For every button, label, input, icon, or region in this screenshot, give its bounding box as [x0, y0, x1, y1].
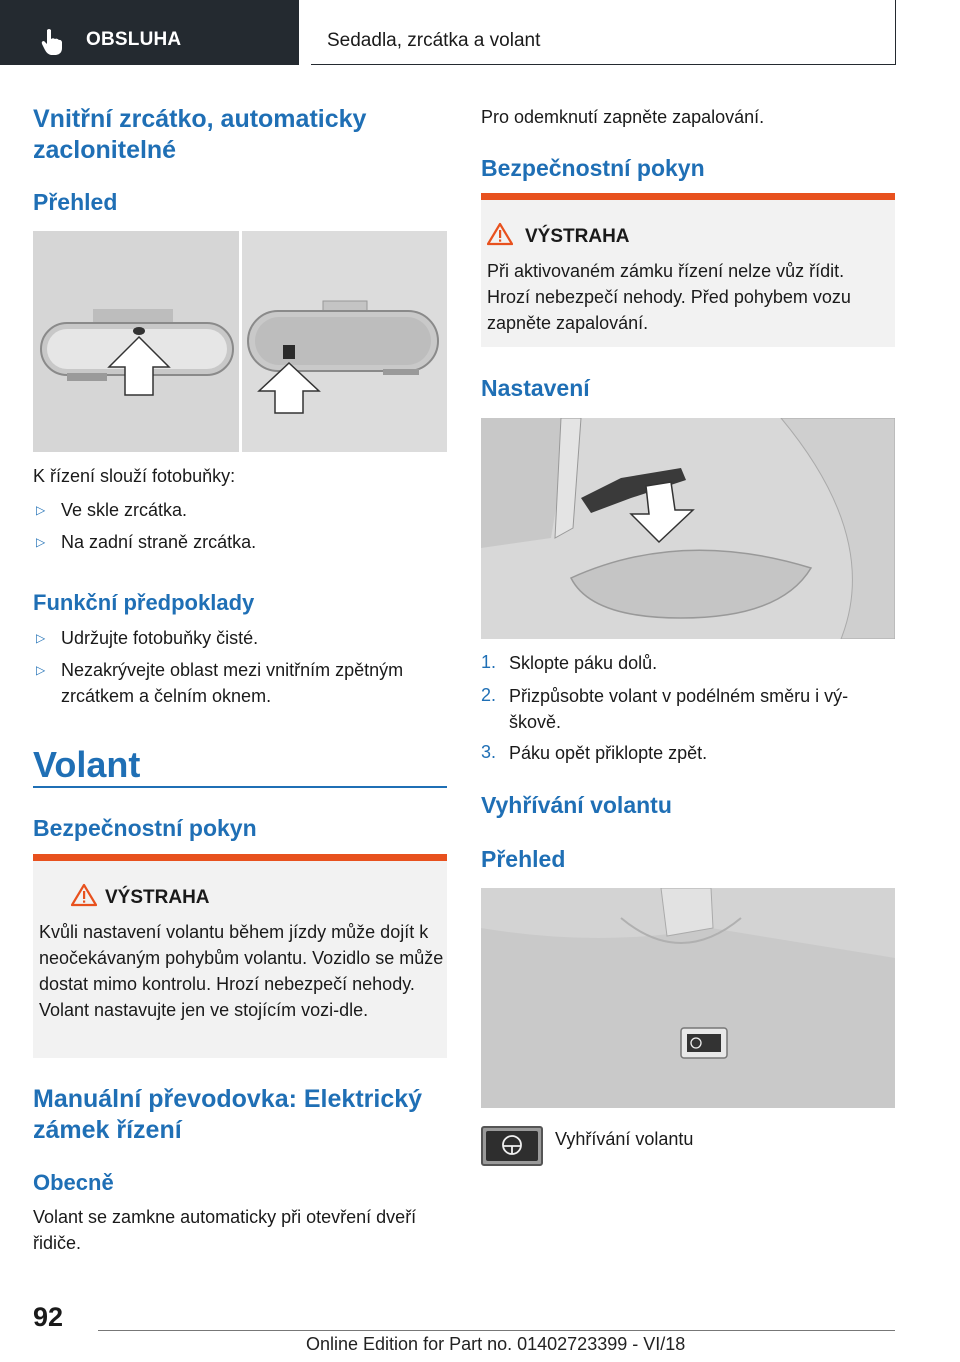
heating-button-icon — [481, 1126, 543, 1166]
header-section-tab — [0, 0, 299, 65]
general-heading: Obecně — [33, 1170, 114, 1195]
step-text: Přizpůsobte volant v podélném směru i vý-škově. — [509, 686, 849, 732]
step-number: 3. — [481, 742, 497, 762]
safety-heading-right: Bezpečnostní pokyn — [481, 155, 705, 181]
mirror-overview-heading: Přehled — [33, 189, 118, 215]
heating-overview-heading: Přehled — [481, 846, 566, 872]
prerequisites-heading: Funkční předpoklady — [33, 590, 255, 615]
bullet-icon: ▷ — [36, 503, 46, 517]
mirror-figure — [33, 231, 447, 452]
heating-figure — [481, 888, 895, 1108]
mirror-illustration — [33, 231, 447, 452]
steering-wheel-heading: Volant — [33, 744, 141, 785]
warning-box — [33, 854, 447, 1058]
footer-edition: Online Edition for Part no. 01402723399 - VI/18 — [306, 1334, 686, 1354]
heating-label: Vyhřívání volantu — [555, 1129, 694, 1149]
list-item: Na zadní straně zrcátka. — [61, 532, 257, 552]
hand-pointer-icon — [40, 28, 64, 56]
heated-steering-wheel-icon — [483, 1128, 541, 1164]
warning-title: VÝSTRAHA — [105, 887, 210, 908]
bullet-icon: ▷ — [36, 535, 46, 549]
bullet-icon: ▷ — [36, 631, 46, 645]
heading-divider — [33, 786, 447, 788]
warning-box-right — [481, 193, 895, 347]
warning-title: VÝSTRAHA — [525, 226, 630, 247]
steering-adjust-figure — [481, 418, 895, 639]
safety-heading: Bezpečnostní pokyn — [33, 815, 257, 841]
heating-button-illustration — [481, 888, 895, 1108]
list-item: Ve skle zrcátka. — [61, 500, 188, 520]
header-chapter — [311, 0, 896, 65]
footer-divider — [98, 1330, 895, 1331]
warning-text: Při aktivovaném zámku řízení nelze vůz řídit. Hrozí nebezpečí nehody. Před pohybem vozu zapněte zapalování. — [487, 261, 851, 333]
unlock-text: Pro odemknutí zapněte zapalování. — [481, 107, 765, 127]
heating-heading: Vyhřívání volantu — [481, 792, 672, 818]
warning-triangle-icon — [487, 222, 513, 246]
bullet-icon: ▷ — [36, 663, 46, 677]
list-item: Nezakrývejte oblast mezi vnitřním zpětným zrcátkem a čelním oknem. — [61, 660, 404, 706]
section-name: OBSLUHA — [86, 29, 182, 50]
adjustment-heading: Nastavení — [481, 375, 590, 401]
step-text: Sklopte páku dolů. — [509, 653, 658, 673]
warning-triangle-icon — [71, 883, 97, 907]
steering-column-illustration — [481, 418, 895, 639]
manual-transmission-heading: Manuální převodovka: Elektrický zámek řízení — [33, 1085, 423, 1144]
warning-text: Kvůli nastavení volantu během jízdy může dojít k neočekávaným pohybům volantu. Vozidlo se může dostat mimo kontrolu. Hrozí nebezpečí nehody. Volant nastavujte jen ve stojícím vozi-dle. — [39, 922, 444, 1020]
mirror-heading: Vnitřní zrcátko, automaticky zaclonitelné — [33, 105, 367, 164]
chapter-title: Sedadla, zrcátka a volant — [327, 30, 541, 51]
list-item: Udržujte fotobuňky čisté. — [61, 628, 259, 648]
general-text: Volant se zamkne automaticky při otevření dveří řidiče. — [33, 1207, 417, 1253]
step-number: 1. — [481, 652, 497, 672]
control-intro: K řízení slouží fotobuňky: — [33, 466, 236, 486]
step-number: 2. — [481, 685, 497, 705]
page-number: 92 — [33, 1302, 64, 1332]
step-text: Páku opět přiklopte zpět. — [509, 743, 708, 763]
